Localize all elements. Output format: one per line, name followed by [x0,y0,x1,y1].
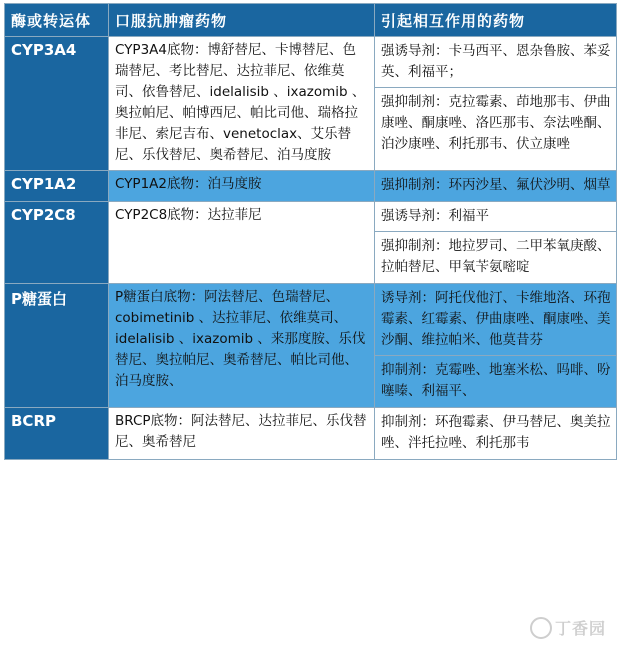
table-row [5,408,617,460]
drug-group: 抑制剂：克霉唑、地塞米松、吗啡、吩噻嗪、利福平、 [375,355,616,406]
drug-group: 抑制剂：环孢霉素、伊马替尼、奥美拉唑、泮托拉唑、利托那韦 [381,414,611,451]
interacting-drugs-cell [375,408,617,460]
drug-group: 强抑制剂：环丙沙星、氟伏沙明、烟草 [381,177,611,193]
enzyme-name: CYP2C8 [5,202,109,284]
substrate-list: CYP1A2底物：泊马度胺 [109,171,375,202]
interacting-drugs-cell [375,171,617,202]
watermark [530,616,606,639]
table-frame [4,3,616,643]
drug-group: 诱导剂：阿托伐他汀、卡维地洛、环孢霉素、红霉素、伊曲康唑、酮康唑、美沙酮、维拉帕米、他莫昔芬 [381,290,611,348]
table-row [5,37,617,171]
interacting-drugs-cell [375,202,617,284]
drug-group: 强诱导剂：卡马西平、恩杂鲁胺、苯妥英、利福平； [381,43,611,80]
watermark-text: 丁香园 [554,619,606,638]
drug-group: 强诱导剂：利福平 [381,208,489,224]
enzyme-name: CYP3A4 [5,37,109,171]
enzyme-name: CYP1A2 [5,171,109,202]
drug-group: 强抑制剂：克拉霉素、茚地那韦、伊曲康唑、酮康唑、洛匹那韦、奈法唑酮、泊沙康唑、利托那韦、伏立康唑 [375,87,616,159]
interacting-drugs-cell [375,37,617,171]
table-row [5,171,617,202]
drug-group: 强抑制剂：地拉罗司、二甲苯氧庚酸、拉帕替尼、甲氧苄氨嘧啶 [375,231,616,282]
table-row [5,202,617,284]
substrate-list: CYP2C8底物：达拉菲尼 [109,202,375,284]
drug-interaction-table [4,3,617,460]
header-row [5,4,617,37]
interacting-drugs-cell [375,284,617,408]
substrate-list: BRCP底物：阿法替尼、达拉菲尼、乐伐替尼、奥希替尼 [109,408,375,460]
enzyme-name: P糖蛋白 [5,284,109,408]
substrate-list: P糖蛋白底物：阿法替尼、色瑞替尼、cobimetinib 、达拉菲尼、依维莫司、idelalisib 、ixazomib 、来那度胺、乐伐替尼、奥拉帕尼、奥希替尼、帕比司他、泊马度胺、 [109,284,375,408]
header-enzyme: 酶或转运体 [5,4,109,37]
watermark-logo-icon [530,617,552,639]
enzyme-name: BCRP [5,408,109,460]
header-interacting-drugs: 引起相互作用的药物 [375,4,617,37]
table-row [5,284,617,408]
substrate-list: CYP3A4底物：博舒替尼、卡博替尼、色瑞替尼、考比替尼、达拉菲尼、依维莫司、依鲁替尼、idelalisib 、ixazomib 、奥拉帕尼、帕博西尼、帕比司他、瑞格拉非尼、索尼吉布、venetoclax、艾乐替尼、乐伐替尼、奥希替尼、泊马度胺 [109,37,375,171]
header-oral-antitumor-drugs: 口服抗肿瘤药物 [109,4,375,37]
